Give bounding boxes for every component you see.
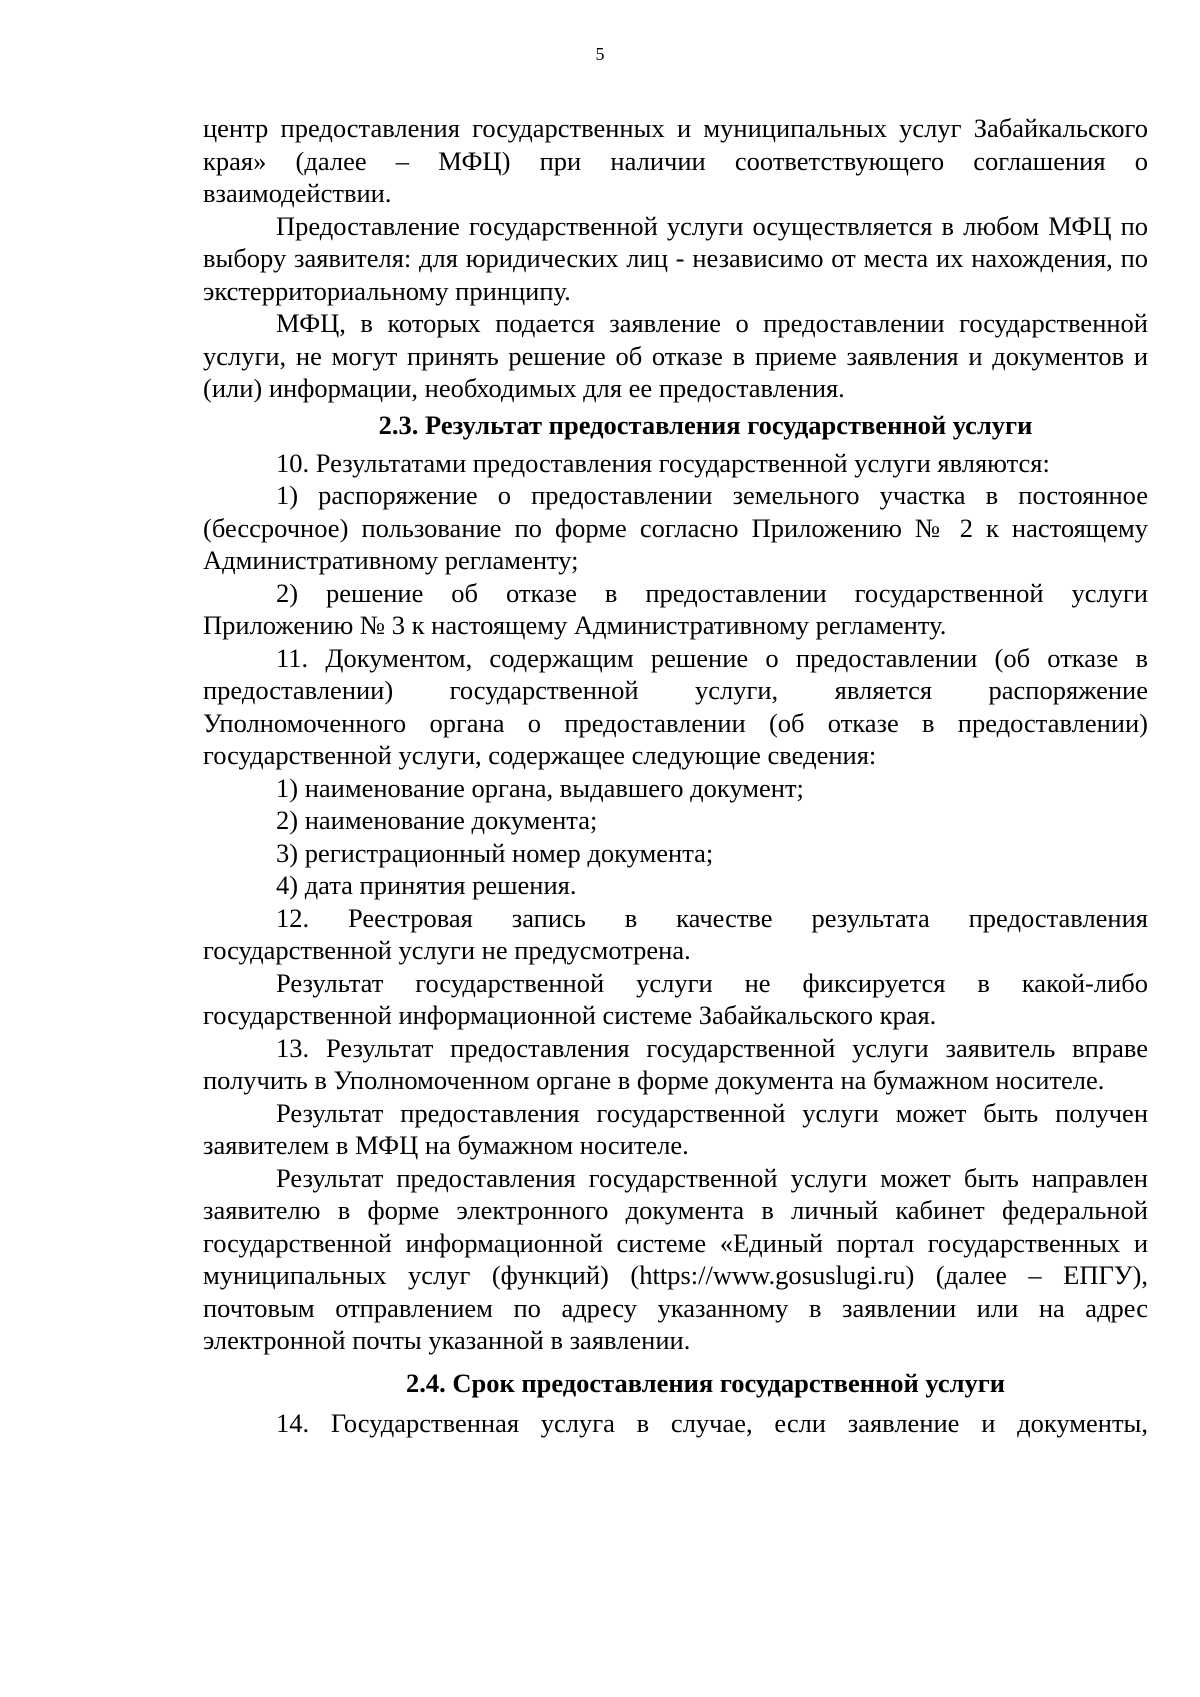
page-number: 5 [595, 44, 605, 64]
page-content [203, 112, 1148, 1439]
section-heading-2-3: 2.3. Результат предоставления государственной услуги [378, 409, 1033, 440]
paragraph: 13. Результат предоставления государственной услуги заявитель вправе получить в Уполномоченном органе в форме документа на бумажном носителе. [203, 1032, 1148, 1095]
paragraph: 11. Документом, содержащим решение о предоставлении (об отказе в предоставлении) государственной услуги, является распоряжение Уполномоченного органа о предоставлении (об отказе в предоставлении) государственной услуги, содержащее следующие сведения: [203, 642, 1148, 770]
paragraph: Предоставление государственной услуги осуществляется в любом МФЦ по выбору заявителя: для юридических лиц - независимо от места их нахождения, по экстерриториальному принципу. [203, 210, 1148, 306]
list-item: 4) дата принятия решения. [276, 870, 577, 900]
paragraph: центр предоставления государственных и муниципальных услуг Забайкальского края» (далее – МФЦ) при наличии соответствующего соглашения о взаимодействии. [203, 113, 1148, 208]
paragraph: Результат предоставления государственной услуги может быть направлен заявителю в форме электронного документа в личный кабинет федеральной государственной информационной системе «Единый портал государственных и муниципальных услуг (функций) (https://www.gosuslugi.ru) (далее – ЕПГУ), почтовым отправлением по адресу указанному в заявлении или на адрес электронной почты указанной в заявлении. [203, 1162, 1148, 1355]
paragraph: Результат предоставления государственной услуги может быть получен заявителем в МФЦ на бумажном носителе. [203, 1097, 1148, 1160]
paragraph: 12. Реестровая запись в качестве результата предоставления государственной услуги не предусмотрена. [203, 902, 1148, 965]
list-item: 1) распоряжение о предоставлении земельного участка в постоянное (бессрочное) пользование по форме согласно Приложению № 2 к настоящему Административному регламенту; [203, 480, 1148, 575]
paragraph: Результат государственной услуги не фиксируется в какой-либо государственной информационной системе Забайкальского края. [203, 967, 1148, 1030]
list-item: 3) регистрационный номер документа; [276, 837, 714, 868]
paragraph: МФЦ, в которых подается заявление о предоставлении государственной услуги, не могут принять решение об отказе в приеме заявления и документов и (или) информации, необходимых для ее предоставления. [203, 308, 1148, 403]
list-item: 2) решение об отказе в предоставлении государственной услуги Приложению № 3 к настоящему Административному регламенту. [203, 577, 1148, 640]
list-item: 2) наименование документа; [276, 805, 598, 835]
paragraph: 14. Государственная услуга в случае, если заявление и документы, [276, 1407, 1148, 1438]
section-heading-2-4: 2.4. Срок предоставления государственной услуги [405, 1367, 1006, 1398]
list-item: 1) наименование органа, выдавшего документ; [276, 772, 804, 803]
paragraph: 10. Результатами предоставления государственной услуги являются: [276, 447, 1050, 478]
